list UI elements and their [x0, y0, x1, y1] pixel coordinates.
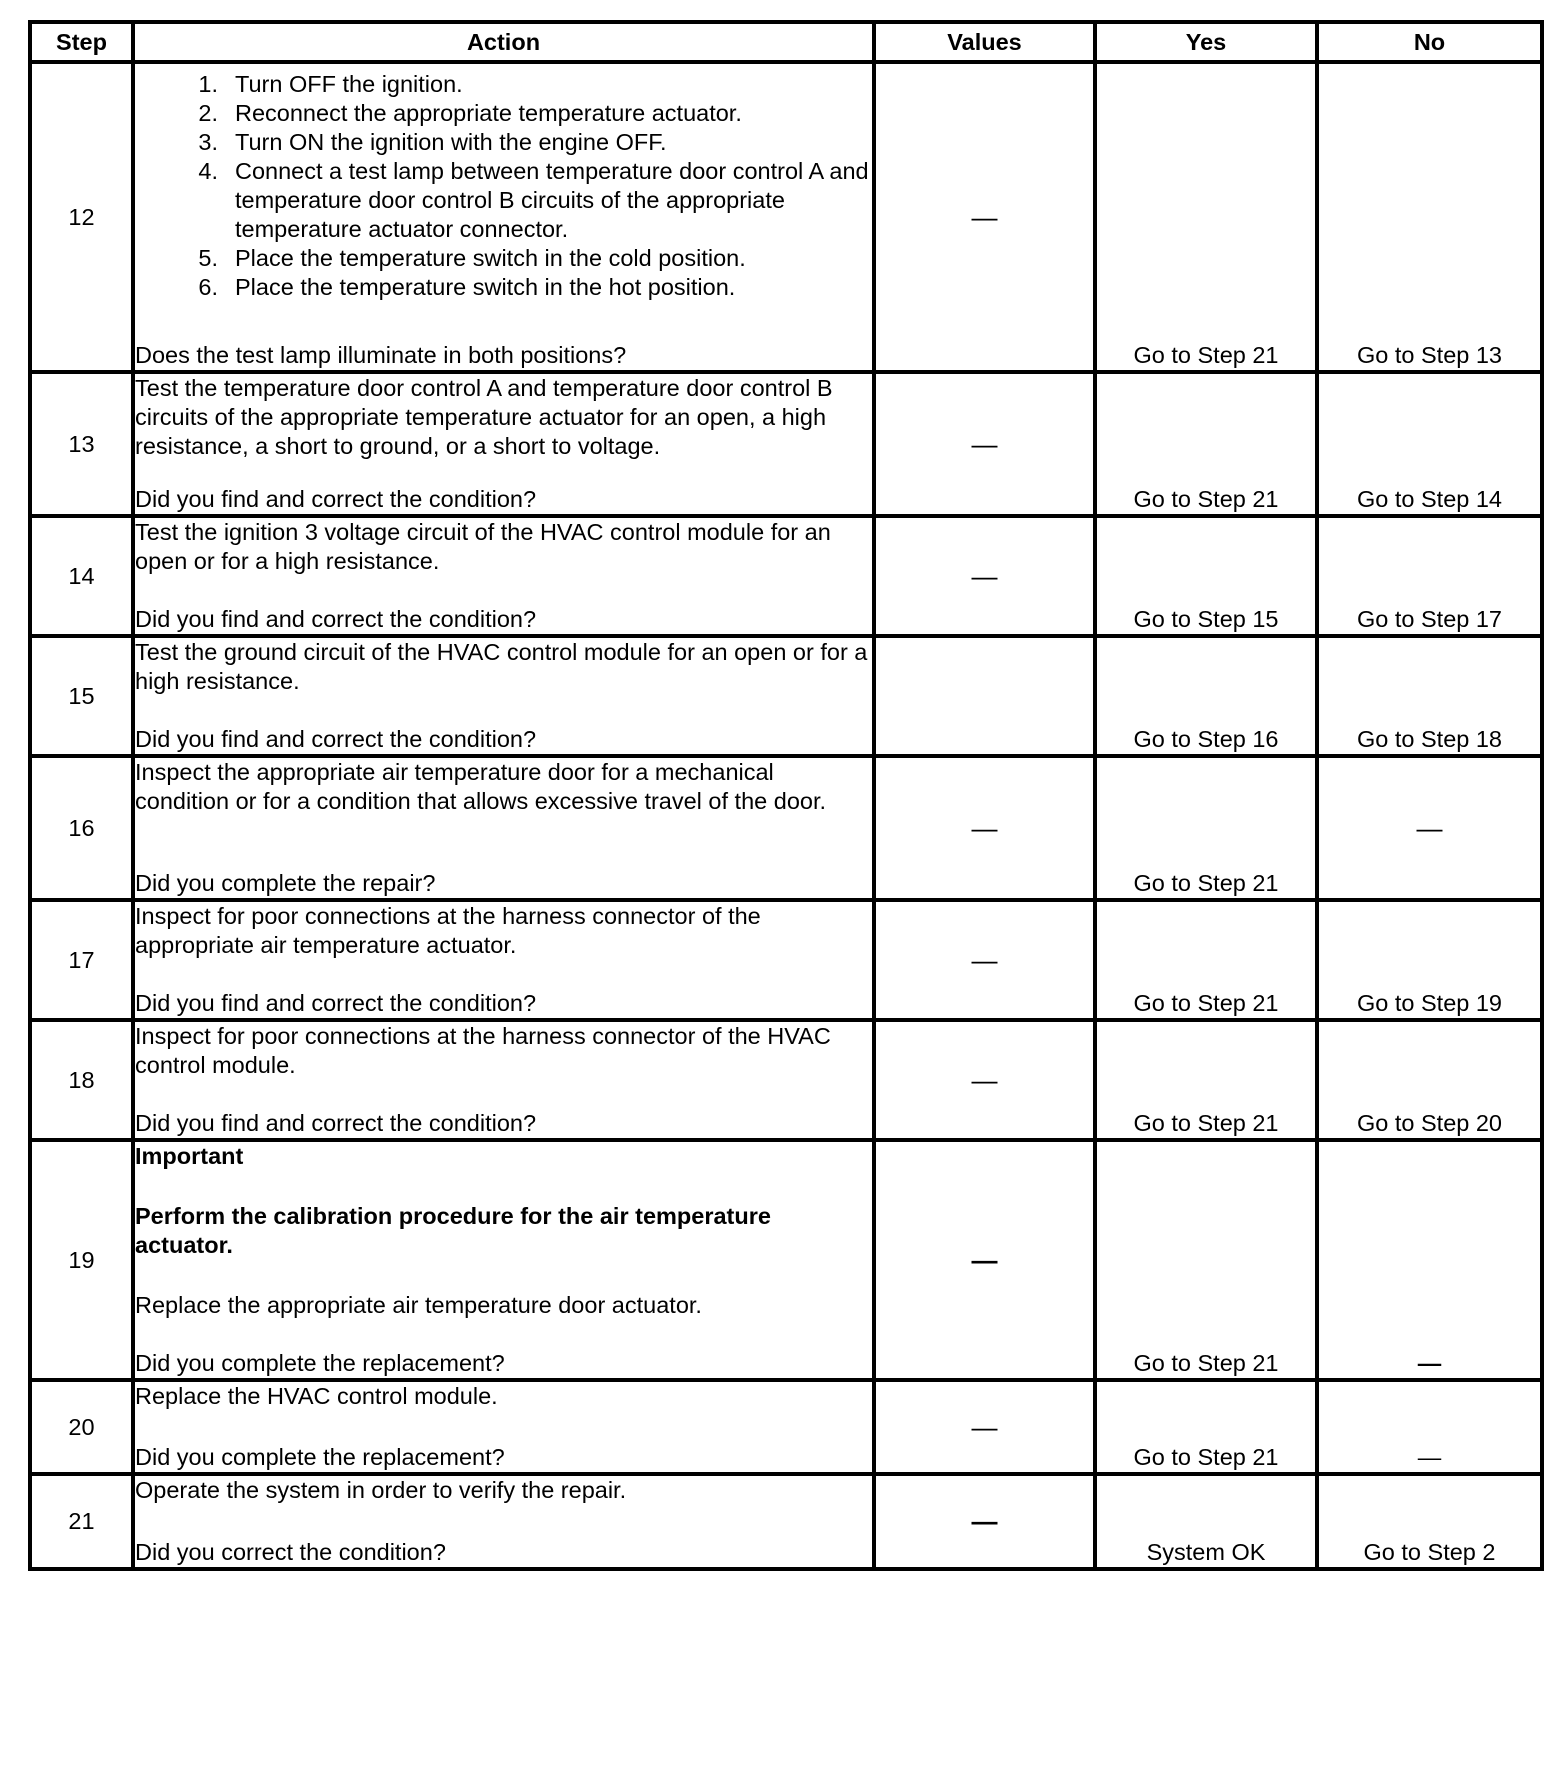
table-row-step-19 — [30, 1140, 1542, 1380]
action-text: Test the temperature door control A and temperature door control B circuits of the appropriate temperature actuator for an open, a high resistance, a short to ground, or a short to voltage. — [135, 375, 833, 459]
header-action: Action — [133, 22, 874, 62]
important-note: Perform the calibration procedure for the air temperature actuator. — [135, 1203, 771, 1258]
action-cell — [133, 756, 874, 900]
action-cell — [133, 900, 874, 1020]
no-cell: — — [1317, 1140, 1542, 1380]
action-question: Did you complete the replacement? — [135, 1444, 505, 1470]
step-number: 20 — [30, 1380, 133, 1474]
action-cell — [133, 1140, 874, 1380]
action-question: Does the test lamp illuminate in both positions? — [135, 342, 627, 368]
table-row-step-21 — [30, 1474, 1542, 1569]
step-number: 18 — [30, 1020, 133, 1140]
table-row-step-16 — [30, 756, 1542, 900]
list-number: 3. — [198, 129, 218, 155]
action-question: Did you find and correct the condition? — [135, 1110, 537, 1136]
list-text: Reconnect the appropriate temperature actuator. — [235, 100, 742, 126]
table-row-step-18 — [30, 1020, 1542, 1140]
list-item — [135, 128, 872, 157]
action-cell — [133, 62, 874, 372]
header-step: Step — [30, 22, 133, 62]
list-number: 6. — [198, 274, 218, 300]
yes-cell: Go to Step 21 — [1095, 62, 1317, 372]
action-cell — [133, 636, 874, 756]
action-question: Did you complete the repair? — [135, 870, 436, 896]
action-question: Did you complete the replacement? — [135, 1350, 505, 1376]
header-values: Values — [874, 22, 1095, 62]
no-cell: Go to Step 17 — [1317, 516, 1542, 636]
action-cell — [133, 372, 874, 516]
diagnostic-table — [28, 20, 1544, 1571]
list-number: 5. — [198, 245, 218, 271]
list-number: 4. — [198, 158, 218, 184]
action-question: Did you find and correct the condition? — [135, 726, 537, 752]
table-row-step-12 — [30, 62, 1542, 372]
important-heading: Important — [135, 1143, 244, 1169]
step-number: 17 — [30, 900, 133, 1020]
list-item — [135, 273, 872, 302]
values-cell: — — [874, 1020, 1095, 1140]
step-number: 15 — [30, 636, 133, 756]
table-row-step-17 — [30, 900, 1542, 1020]
action-text: Test the ignition 3 voltage circuit of the HVAC control module for an open or for a high resistance. — [135, 519, 831, 574]
list-number: 2. — [198, 100, 218, 126]
no-cell: Go to Step 19 — [1317, 900, 1542, 1020]
action-text: Operate the system in order to verify the repair. — [135, 1477, 627, 1503]
list-number: 1. — [198, 71, 218, 97]
table-row-step-15 — [30, 636, 1542, 756]
yes-cell: Go to Step 21 — [1095, 1140, 1317, 1380]
values-cell — [874, 636, 1095, 756]
values-cell: — — [874, 516, 1095, 636]
step-number: 13 — [30, 372, 133, 516]
values-cell: — — [874, 372, 1095, 516]
step-number: 21 — [30, 1474, 133, 1569]
action-text: Inspect for poor connections at the harness connector of the HVAC control module. — [135, 1023, 831, 1078]
action-text: Test the ground circuit of the HVAC control module for an open or for a high resistance. — [135, 639, 868, 694]
yes-cell: Go to Step 21 — [1095, 372, 1317, 516]
step-number: 19 — [30, 1140, 133, 1380]
values-cell: — — [874, 1380, 1095, 1474]
no-cell: Go to Step 14 — [1317, 372, 1542, 516]
values-cell: — — [874, 1474, 1095, 1569]
action-question: Did you correct the condition? — [135, 1539, 446, 1565]
action-question: Did you find and correct the condition? — [135, 486, 537, 512]
list-item — [135, 157, 872, 244]
step-number: 16 — [30, 756, 133, 900]
values-cell: — — [874, 756, 1095, 900]
instruction-list — [135, 70, 872, 302]
action-cell — [133, 1474, 874, 1569]
header-no: No — [1317, 22, 1542, 62]
list-item — [135, 244, 872, 273]
action-cell — [133, 1380, 874, 1474]
table-row-step-13 — [30, 372, 1542, 516]
action-text: Inspect the appropriate air temperature door for a mechanical condition or for a condition that allows excessive travel of the door. — [135, 759, 827, 814]
yes-cell: Go to Step 21 — [1095, 756, 1317, 900]
no-cell: — — [1317, 1380, 1542, 1474]
list-text: Turn OFF the ignition. — [235, 71, 463, 97]
yes-cell: Go to Step 21 — [1095, 900, 1317, 1020]
no-cell: Go to Step 2 — [1317, 1474, 1542, 1569]
table-header-row — [30, 22, 1542, 62]
diagnostic-table-container — [28, 20, 1540, 1571]
step-number: 14 — [30, 516, 133, 636]
list-item — [135, 70, 872, 99]
action-cell — [133, 1020, 874, 1140]
action-question: Did you find and correct the condition? — [135, 606, 537, 632]
yes-cell: Go to Step 21 — [1095, 1020, 1317, 1140]
yes-cell: Go to Step 15 — [1095, 516, 1317, 636]
action-cell — [133, 516, 874, 636]
table-row-step-20 — [30, 1380, 1542, 1474]
action-text: Replace the appropriate air temperature door actuator. — [135, 1292, 702, 1318]
step-number: 12 — [30, 62, 133, 372]
values-cell: — — [874, 62, 1095, 372]
yes-cell: Go to Step 21 — [1095, 1380, 1317, 1474]
list-item — [135, 99, 872, 128]
yes-cell: Go to Step 16 — [1095, 636, 1317, 756]
header-yes: Yes — [1095, 22, 1317, 62]
no-cell: Go to Step 13 — [1317, 62, 1542, 372]
no-cell: Go to Step 20 — [1317, 1020, 1542, 1140]
list-text: Connect a test lamp between temperature door control A and temperature door control B circuits of the appropriate temperature actuator connector. — [235, 158, 869, 242]
action-text: Inspect for poor connections at the harness connector of the appropriate air temperature actuator. — [135, 903, 761, 958]
list-text: Place the temperature switch in the hot position. — [235, 274, 736, 300]
no-cell: Go to Step 18 — [1317, 636, 1542, 756]
list-text: Turn ON the ignition with the engine OFF. — [235, 129, 667, 155]
table-row-step-14 — [30, 516, 1542, 636]
action-question: Did you find and correct the condition? — [135, 990, 537, 1016]
action-text: Replace the HVAC control module. — [135, 1383, 498, 1409]
values-cell: — — [874, 1140, 1095, 1380]
no-cell: — — [1317, 756, 1542, 900]
list-text: Place the temperature switch in the cold position. — [235, 245, 746, 271]
values-cell: — — [874, 900, 1095, 1020]
yes-cell: System OK — [1095, 1474, 1317, 1569]
